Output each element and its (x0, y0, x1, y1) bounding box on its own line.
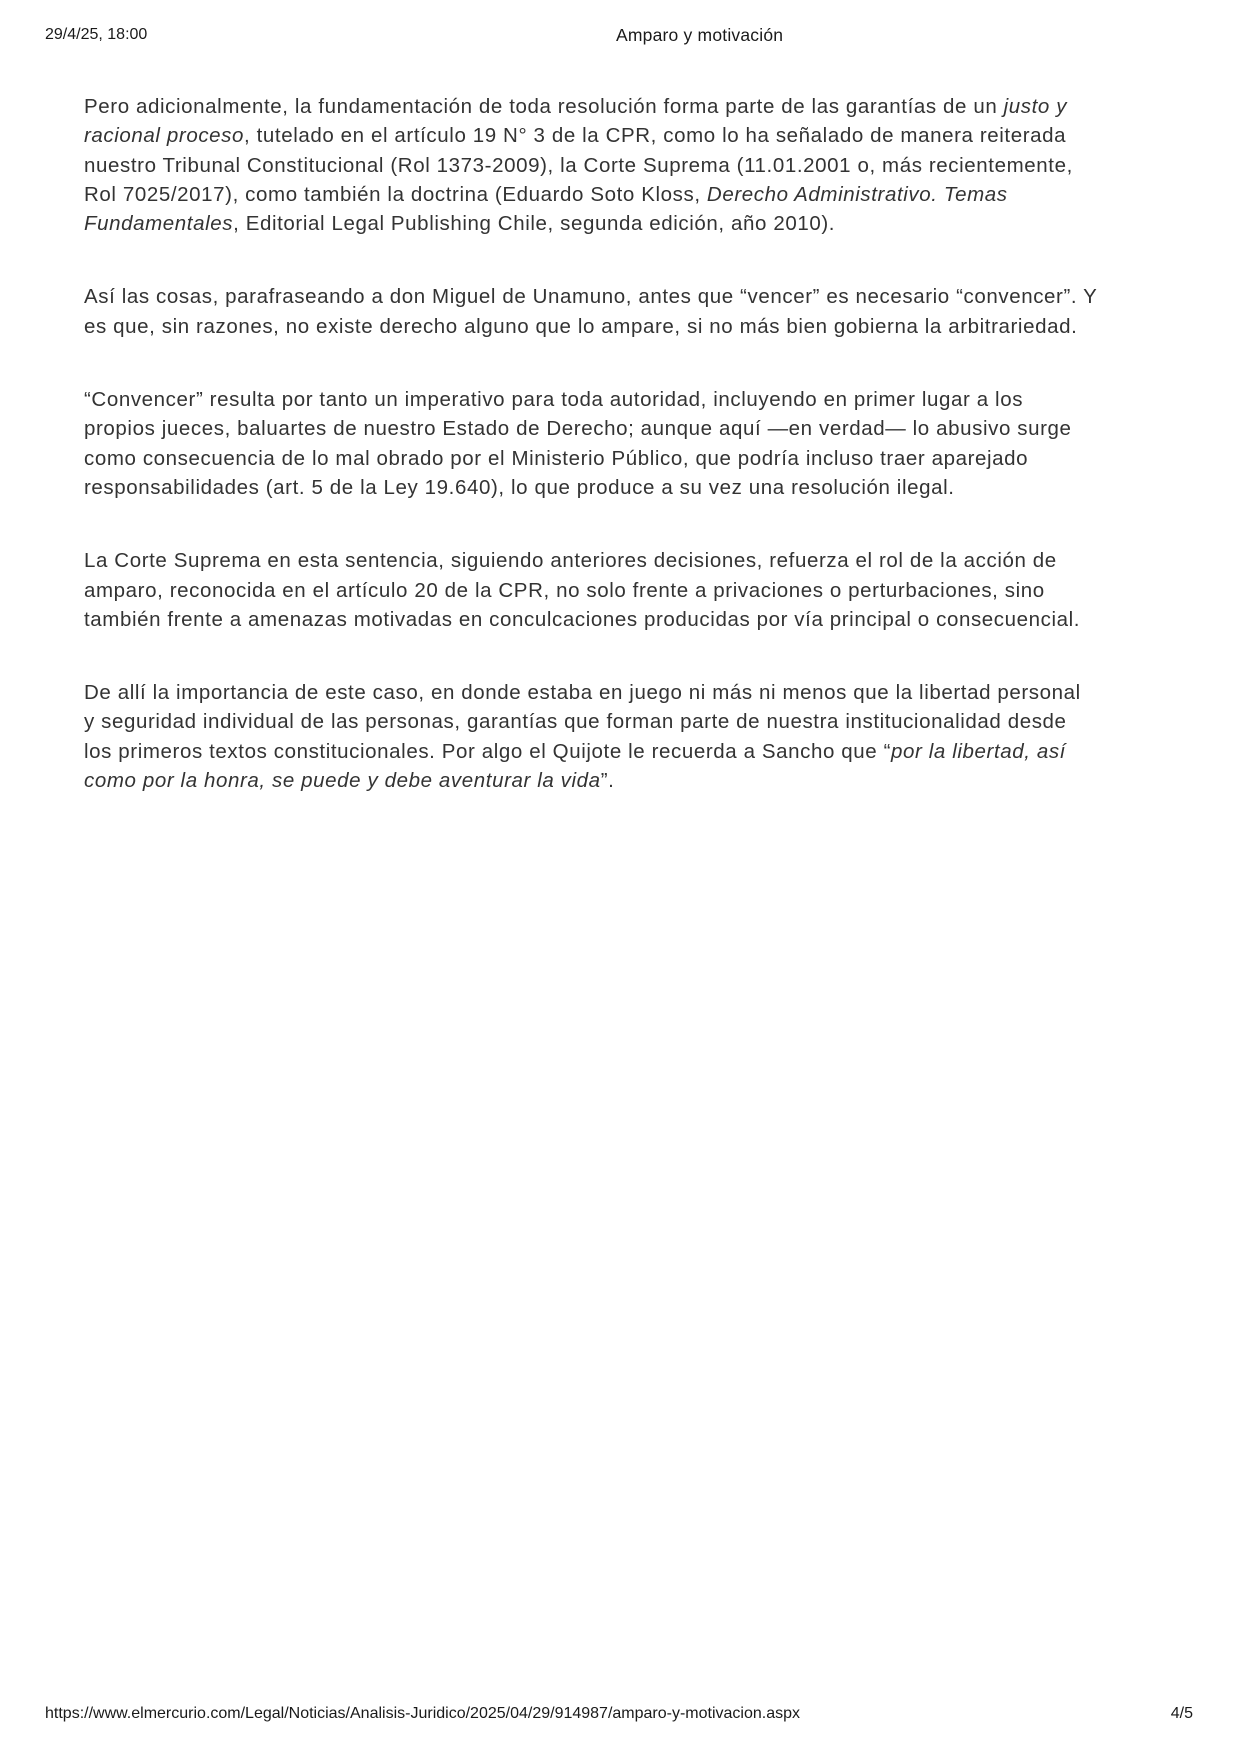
text-segment: propios jueces, baluartes de nuestro Estado de Derecho; aunque aquí —en verdad— lo abusivo surge (84, 417, 1072, 441)
text-segment: los primeros textos constitucionales. Por algo el Quijote le recuerda a Sancho que “ (84, 739, 892, 763)
text-segment: también frente a amenazas motivadas en conculcaciones producidas por vía principal o consecuencial. (84, 607, 1081, 631)
text-line (84, 444, 1194, 473)
text-line (84, 678, 1194, 707)
text-line (84, 209, 1194, 238)
text-line (84, 121, 1194, 150)
text-segment: , tutelado en el artículo 19 N° 3 de la CPR, como lo ha señalado de manera reiterada (244, 124, 1067, 148)
text-segment: nuestro Tribunal Constitucional (Rol 1373-2009), la Corte Suprema (11.01.2001 o, más recientemente, (84, 153, 1073, 177)
text-segment: Así las cosas, parafraseando a don Miguel de Unamuno, antes que “vencer” es necesario “convencer”. Y (84, 285, 1098, 309)
paragraph (84, 92, 1194, 238)
text-line (84, 312, 1194, 341)
paragraph (84, 546, 1194, 634)
italic-text-segment: justo y (1003, 95, 1068, 118)
text-segment: De allí la importancia de este caso, en donde estaba en juego ni más ni menos que la libertad personal (84, 681, 1081, 705)
paragraph (84, 282, 1194, 341)
text-segment: Rol 7025/2017), como también la doctrina (Eduardo Soto Kloss, (84, 182, 707, 206)
text-line (84, 473, 1194, 502)
text-segment: es que, sin razones, no existe derecho alguno que lo ampare, si no más bien gobierna la arbitrariedad. (84, 314, 1078, 338)
text-line (84, 707, 1194, 736)
text-line (84, 385, 1194, 414)
text-segment: ”. (600, 769, 615, 793)
print-header-title: Amparo y motivación (616, 25, 784, 45)
text-segment: Pero adicionalmente, la fundamentación de toda resolución forma parte de las garantías de un (84, 95, 1004, 118)
italic-text-segment: Derecho Administrativo. Temas (706, 182, 1008, 206)
italic-text-segment: Fundamentales (84, 212, 234, 236)
paragraph (84, 678, 1194, 795)
print-footer-url: https://www.elmercurio.com/Legal/Noticias/Analisis-Juridico/2025/04/29/914987/amparo-y-motivacion.aspx (45, 1705, 801, 1722)
text-line (84, 546, 1194, 575)
text-segment: La Corte Suprema en esta sentencia, siguiendo anteriores decisiones, refuerza el rol de la acción de (84, 549, 1057, 573)
text-line (84, 766, 1194, 795)
italic-text-segment: por la libertad, así (891, 739, 1066, 763)
text-line (84, 151, 1194, 180)
text-segment: , Editorial Legal Publishing Chile, segunda edición, año 2010). (233, 212, 836, 236)
text-segment: responsabilidades (art. 5 de la Ley 19.640), lo que produce a su vez una resolución ilegal. (84, 475, 955, 499)
text-segment: amparo, reconocida en el artículo 20 de la CPR, no solo frente a privaciones o perturbaciones, sino (84, 578, 1045, 602)
print-header-datetime: 29/4/25, 18:00 (45, 26, 148, 43)
text-line (84, 737, 1194, 766)
text-line (84, 180, 1194, 209)
italic-text-segment: racional proceso (84, 124, 245, 148)
article-body (84, 92, 1194, 839)
text-line (84, 605, 1194, 634)
text-line (84, 576, 1194, 605)
text-segment: como consecuencia de lo mal obrado por el Ministerio Público, que podría incluso traer aparejado (84, 446, 1029, 470)
text-segment: “Convencer” resulta por tanto un imperativo para toda autoridad, incluyendo en primer lugar a los (84, 388, 1024, 412)
text-segment: y seguridad individual de las personas, garantías que forman parte de nuestra institucionalidad desde (84, 710, 1067, 734)
text-line (84, 282, 1194, 311)
paragraph (84, 385, 1194, 502)
text-line (84, 92, 1194, 121)
text-line (84, 414, 1194, 443)
print-footer-page-number: 4/5 (1170, 1705, 1193, 1722)
italic-text-segment: como por la honra, se puede y debe aventurar la vida (84, 769, 601, 793)
